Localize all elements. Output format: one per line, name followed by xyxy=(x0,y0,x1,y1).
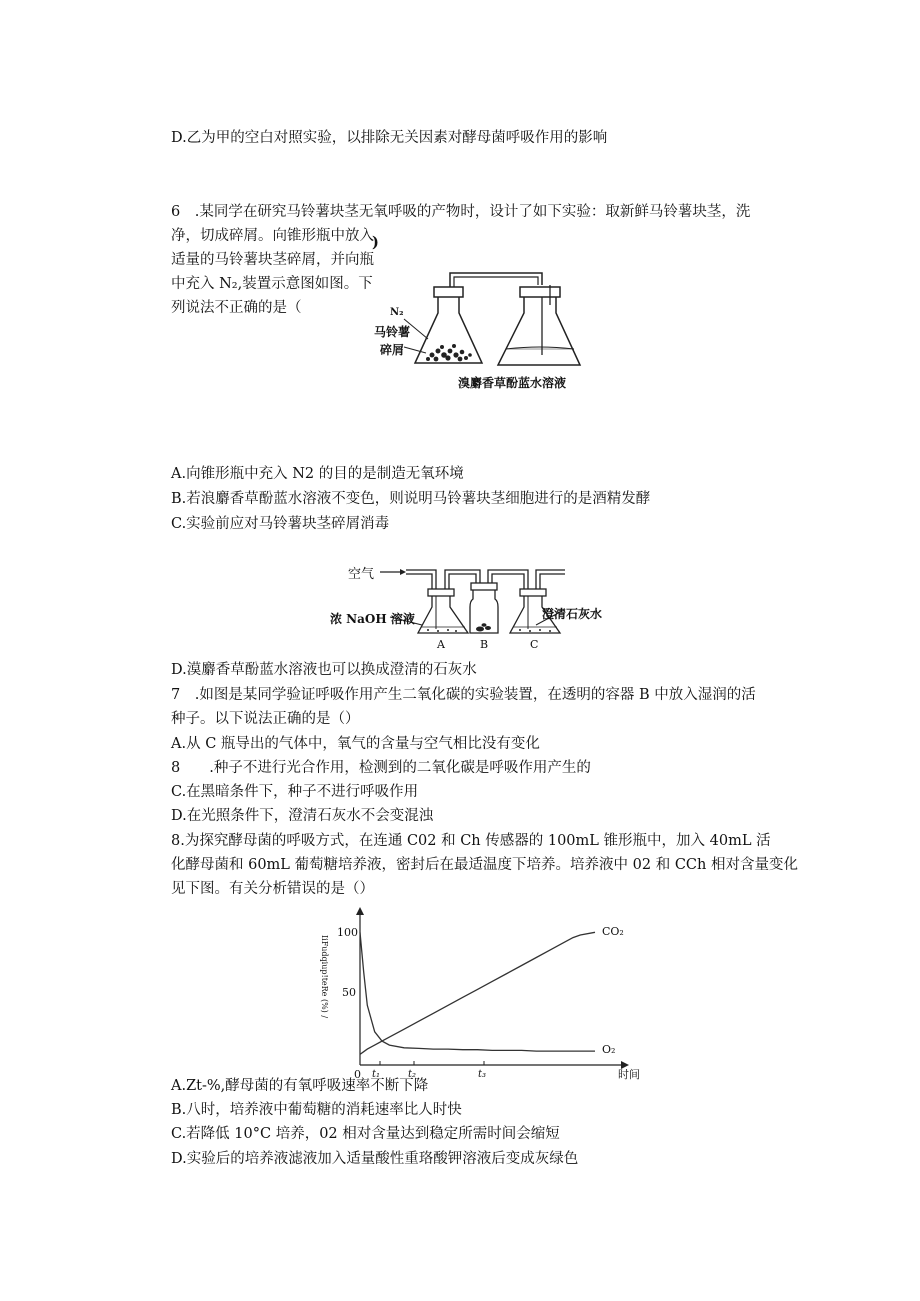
potato-label-2: 碎屑 xyxy=(380,343,405,357)
q6-stem-line-3: 适量的马铃薯块茎碎屑，并向瓶 xyxy=(171,252,374,268)
bottle-a-label: A xyxy=(437,638,445,651)
q6-option-a: A.向锥形瓶中充入 N2 的目的是制造无氧环境 xyxy=(171,466,464,482)
series-label-co2: CO₂ xyxy=(602,925,624,938)
q6-option-c: C.实验前应对马铃薯块茎碎屑消毒 xyxy=(171,516,390,532)
y-tick-100: 100 xyxy=(337,926,358,939)
q7-option-b: 8 .种子不进行光合作用，检测到的二氧化碳是呼吸作用产生的 xyxy=(171,760,591,776)
q5-option-d: D.乙为甲的空白对照实验，以排除无关因素对酵母菌呼吸作用的影响 xyxy=(171,130,608,146)
q6-option-d: D.漠麝香草酚蓝水溶液也可以换成澄清的石灰水 xyxy=(171,662,477,678)
q8-chart-svg xyxy=(310,905,650,1080)
x-tick-t3: t₃ xyxy=(478,1069,487,1080)
x-axis-label: 时间 xyxy=(618,1068,640,1080)
q7-stem-line-2: 种子。以下说法正确的是（） xyxy=(171,711,360,727)
q8-option-b: B.八时，培养液中葡萄糖的消耗速率比人时快 xyxy=(171,1102,462,1118)
series-line-co2 xyxy=(360,932,595,1054)
x-tick-t2: t₂ xyxy=(408,1069,417,1080)
q6-stem-line-4: 中充入 N₂,装置示意图如图。下 xyxy=(171,276,373,292)
q7-option-d: D.在光照条件下，澄清石灰水不会变混浊 xyxy=(171,808,434,824)
series-label-o2: O₂ xyxy=(602,1043,616,1056)
solution-label: 溴麝香草酚蓝水溶液 xyxy=(458,376,567,390)
origin-label: 0 xyxy=(354,1068,361,1080)
air-label: 空气 xyxy=(348,567,375,582)
q6-option-b: B.若浪麝香草酚蓝水溶液不变色，则说明马铃薯块茎细胞进行的是酒精发酵 xyxy=(171,491,651,507)
potato-pieces xyxy=(426,344,472,361)
x-tick-t1: t₁ xyxy=(372,1069,381,1080)
n2-label: N₂ xyxy=(390,307,404,318)
q6-stem-line-5: 列说法不正确的是（ xyxy=(171,300,302,316)
q8-stem-line-2: 化酵母菌和 60mL 葡萄糖培养液，密封后在最适温度下培养。培养液中 02 和 CCh 相对含量变化 xyxy=(171,857,798,873)
q8-option-d: D.实验后的培养液滤液加入适量酸性重珞酸钾溶液后变成灰绿色 xyxy=(171,1151,579,1167)
q6-stem-line-1: 6 .某同学在研究马铃薯块茎无氧呼吸的产物时，设计了如下实验：取新鲜马铃薯块茎，洗 xyxy=(171,204,751,220)
bottle-b-label: B xyxy=(480,638,489,651)
q7-option-a: A.从 C 瓶导出的气体中，氧气的含量与空气相比没有变化 xyxy=(171,736,540,752)
q6-flask-figure xyxy=(370,255,610,395)
q7-stem-line-1: 7 .如图是某同学验证呼吸作用产生二氧化碳的实验装置，在透明的容器 B 中放入湿润的活 xyxy=(171,687,756,703)
q6-stem-line-2: 净，切成碎屑。向锥形瓶中放入 xyxy=(171,228,374,244)
q6-paren-close: ) xyxy=(372,234,379,251)
potato-label-1: 马铃薯 xyxy=(374,325,411,339)
naoh-label: 浓 NaOH 溶液 xyxy=(330,612,415,626)
q8-stem-line-1: 8.为探究酵母菌的呼吸方式，在连通 C02 和 Ch 传感器的 100mL 锥形瓶中，加入 40mL 活 xyxy=(171,833,771,849)
q8-chart xyxy=(310,905,650,1080)
q8-option-a: A.Zt-%,酵母菌的有氧呼吸速率不断下降 xyxy=(171,1078,429,1094)
bottle-c-label: C xyxy=(530,638,539,651)
q7-option-c: C.在黑暗条件下，种子不进行呼吸作用 xyxy=(171,784,419,800)
limewater-label: 澄清石灰水 xyxy=(542,607,603,621)
q8-stem-line-3: 见下图。有关分析错误的是（） xyxy=(171,881,374,897)
y-axis-arrow xyxy=(356,907,364,915)
y-tick-50: 50 xyxy=(342,986,356,999)
q8-option-c: C.若降低 10°C 培养，02 相对含量达到稳定所需时间会缩短 xyxy=(171,1126,560,1142)
q7-bottle-figure xyxy=(330,555,620,655)
y-axis-label: IiFudqiup!teRe (%) / xyxy=(320,935,329,1019)
